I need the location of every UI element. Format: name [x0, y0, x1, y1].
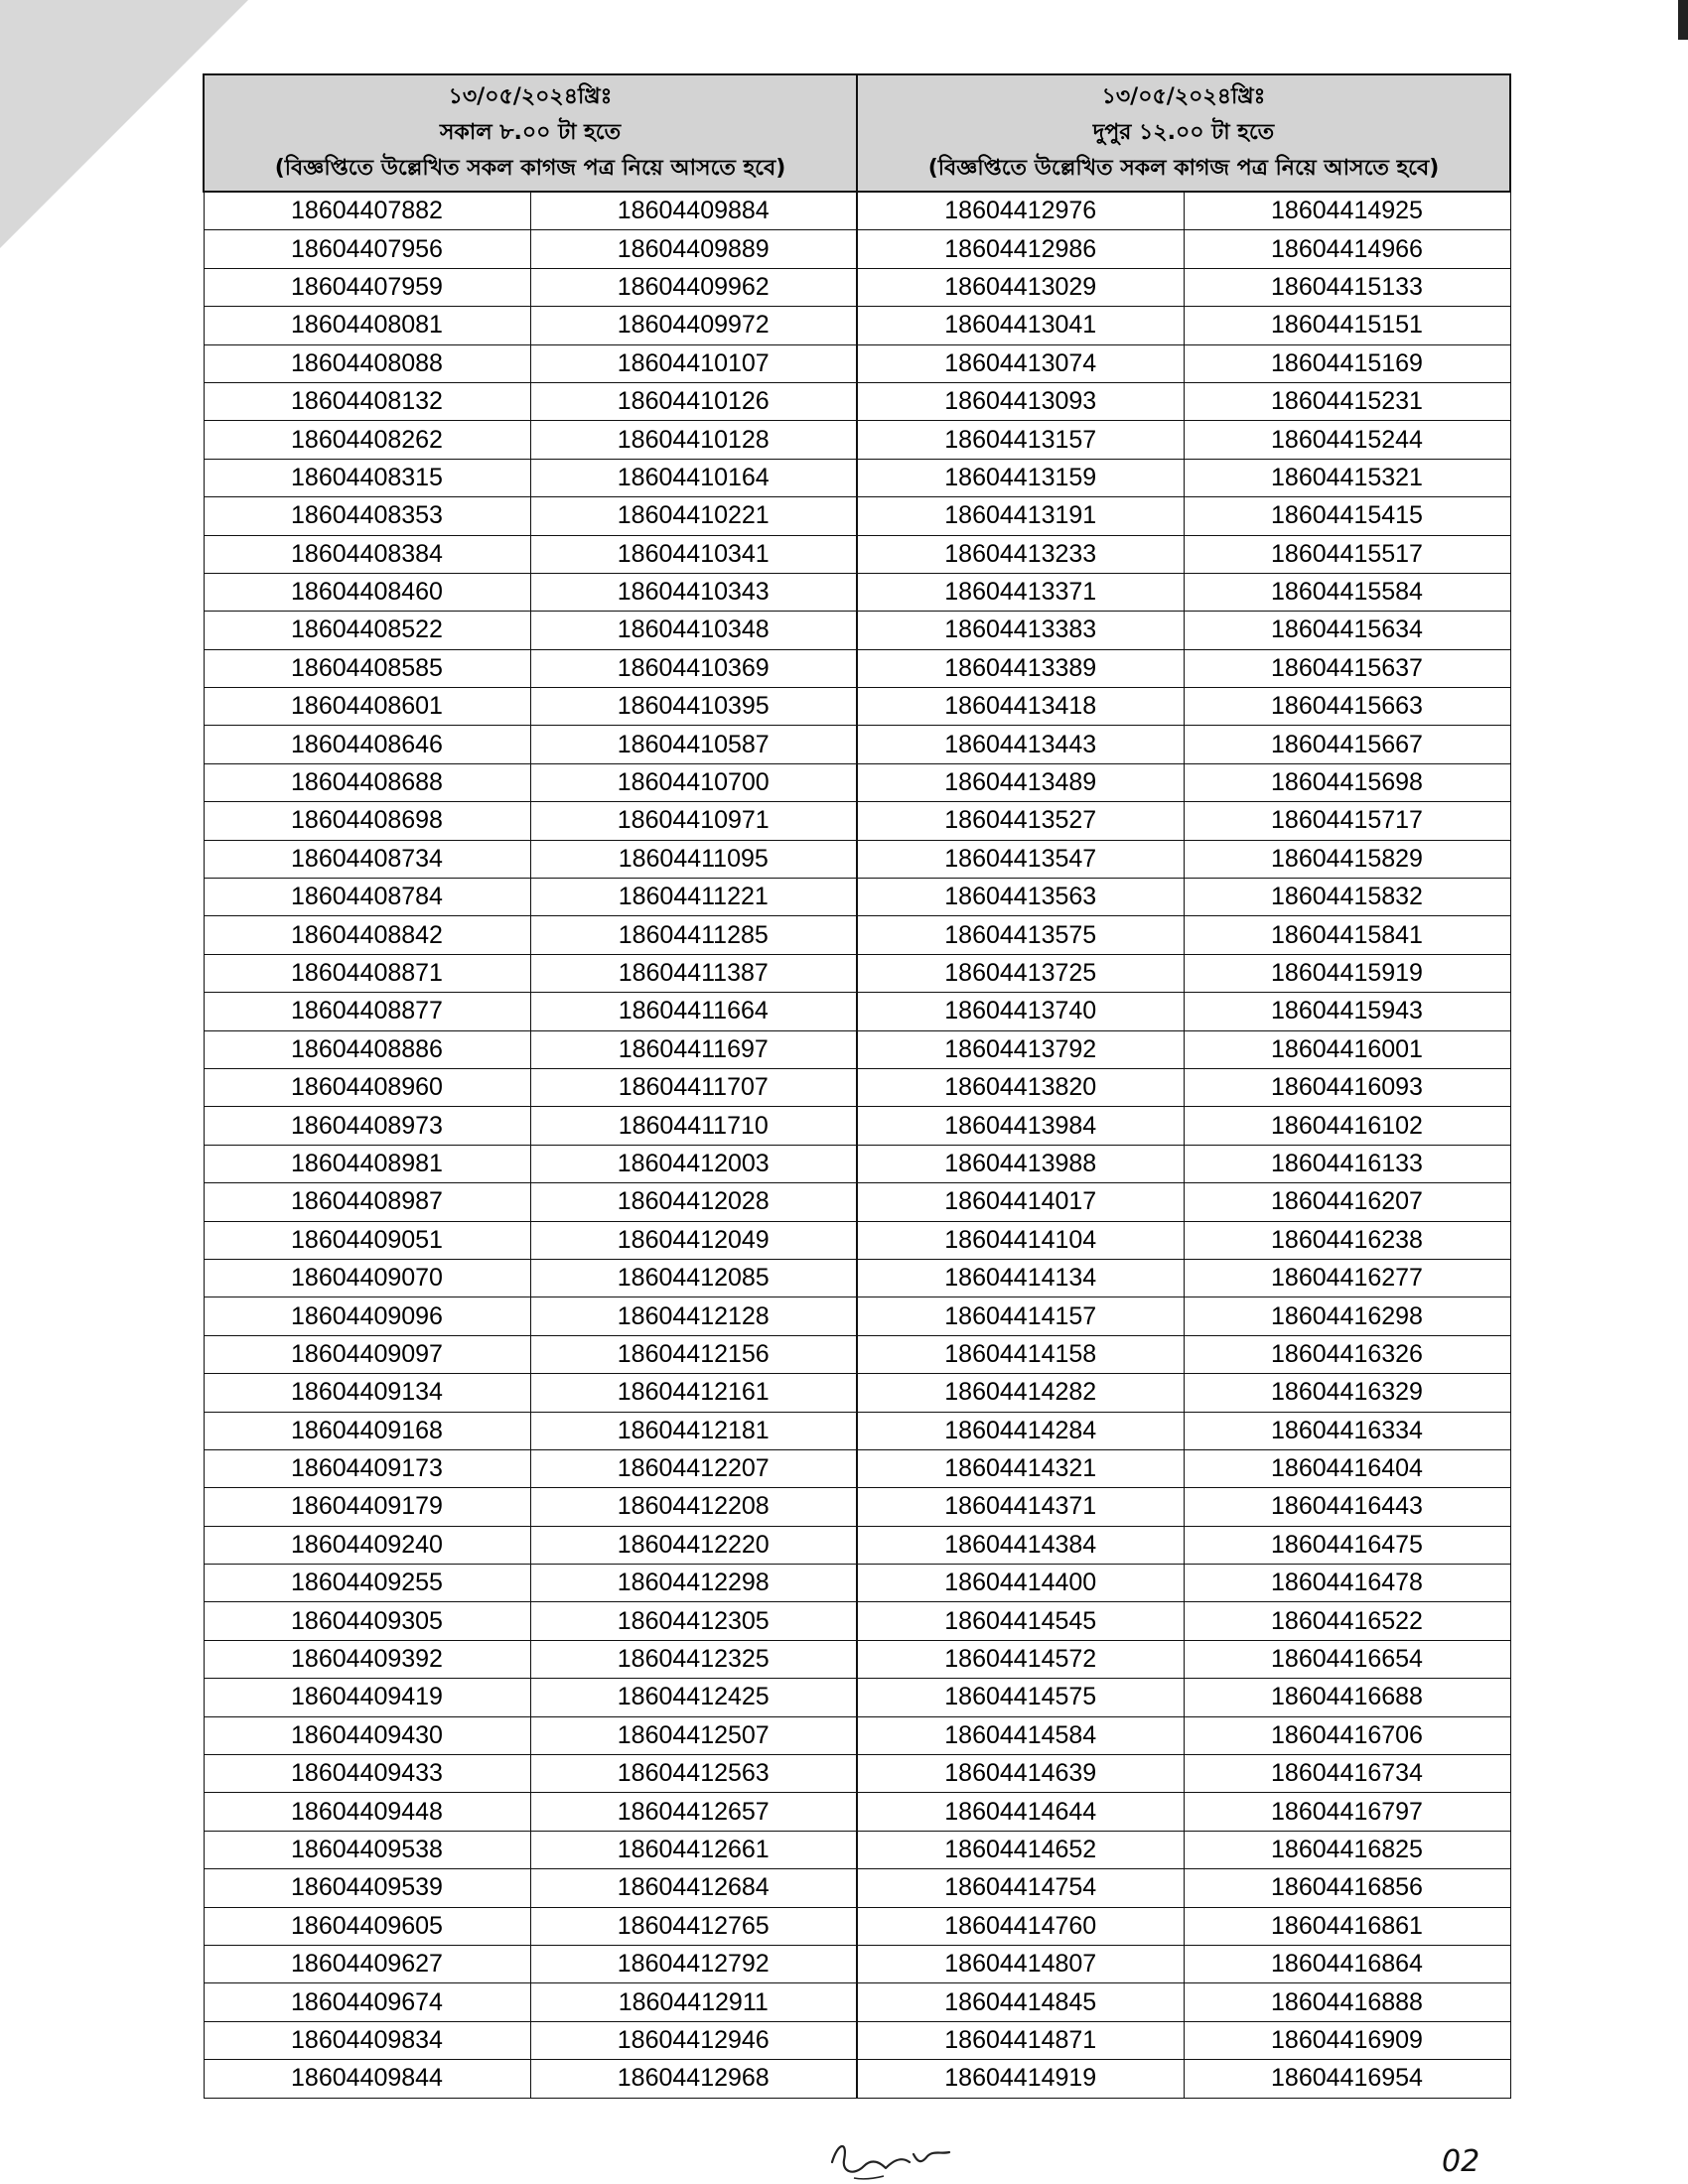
- noon-roll-cell: 18604414158: [857, 1335, 1184, 1373]
- table-row: [204, 1335, 1510, 1373]
- morning-roll-cell: 18604409173: [204, 1449, 530, 1487]
- noon-roll-cell: 18604416093: [1184, 1068, 1510, 1106]
- table-row: [204, 1488, 1510, 1526]
- noon-roll-cell: 18604416277: [1184, 1259, 1510, 1297]
- noon-roll-cell: 18604415637: [1184, 649, 1510, 687]
- table-row: [204, 1183, 1510, 1221]
- noon-roll-cell: 18604413157: [857, 421, 1184, 459]
- table-row: [204, 1526, 1510, 1564]
- noon-roll-cell: 18604413547: [857, 840, 1184, 878]
- table-header-row: [204, 74, 1510, 192]
- table-row: [204, 307, 1510, 344]
- morning-roll-cell: 18604410341: [530, 535, 857, 573]
- noon-roll-cell: 18604414584: [857, 1716, 1184, 1754]
- table-row: [204, 1412, 1510, 1449]
- table-row: [204, 421, 1510, 459]
- table-row: [204, 688, 1510, 726]
- noon-roll-cell: 18604413029: [857, 268, 1184, 306]
- morning-roll-cell: 18604408987: [204, 1183, 530, 1221]
- morning-roll-cell: 18604412684: [530, 1869, 857, 1907]
- noon-roll-cell: 18604414017: [857, 1183, 1184, 1221]
- morning-roll-cell: 18604408842: [204, 916, 530, 954]
- noon-roll-cell: 18604413820: [857, 1068, 1184, 1106]
- morning-roll-cell: 18604412765: [530, 1907, 857, 1945]
- noon-session-header: [857, 74, 1510, 192]
- table-row: [204, 573, 1510, 611]
- noon-roll-cell: 18604414845: [857, 1983, 1184, 2021]
- morning-roll-cell: 18604408522: [204, 612, 530, 649]
- table-row: [204, 1793, 1510, 1831]
- morning-roll-cell: 18604409255: [204, 1565, 530, 1602]
- morning-roll-cell: 18604408315: [204, 459, 530, 496]
- morning-roll-cell: 18604411285: [530, 916, 857, 954]
- table-row: [204, 1602, 1510, 1640]
- morning-roll-cell: 18604409240: [204, 1526, 530, 1564]
- table-row: [204, 1374, 1510, 1412]
- noon-roll-cell: 18604415321: [1184, 459, 1510, 496]
- morning-roll-cell: 18604409430: [204, 1716, 530, 1754]
- noon-roll-cell: 18604416825: [1184, 1831, 1510, 1868]
- morning-roll-cell: 18604412661: [530, 1831, 857, 1868]
- morning-roll-cell: 18604409834: [204, 2021, 530, 2059]
- table-row: [204, 916, 1510, 954]
- morning-roll-cell: 18604412298: [530, 1565, 857, 1602]
- noon-roll-cell: 18604413489: [857, 763, 1184, 801]
- noon-roll-cell: 18604416909: [1184, 2021, 1510, 2059]
- morning-roll-cell: 18604408973: [204, 1107, 530, 1145]
- morning-roll-cell: 18604408585: [204, 649, 530, 687]
- noon-roll-cell: 18604413191: [857, 497, 1184, 535]
- morning-roll-cell: 18604408871: [204, 954, 530, 992]
- morning-roll-cell: 18604409448: [204, 1793, 530, 1831]
- morning-roll-cell: 18604412049: [530, 1221, 857, 1259]
- noon-roll-cell: 18604414134: [857, 1259, 1184, 1297]
- noon-roll-cell: 18604414371: [857, 1488, 1184, 1526]
- morning-roll-cell: 18604408784: [204, 879, 530, 916]
- morning-roll-cell: 18604412028: [530, 1183, 857, 1221]
- noon-roll-cell: 18604414572: [857, 1640, 1184, 1678]
- noon-roll-cell: 18604413233: [857, 535, 1184, 573]
- morning-roll-cell: 18604412325: [530, 1640, 857, 1678]
- morning-roll-cell: 18604408460: [204, 573, 530, 611]
- table-row: [204, 344, 1510, 382]
- morning-roll-cell: 18604408734: [204, 840, 530, 878]
- table-row: [204, 1755, 1510, 1793]
- morning-roll-cell: 18604410348: [530, 612, 857, 649]
- table-row: [204, 1831, 1510, 1868]
- morning-roll-cell: 18604412657: [530, 1793, 857, 1831]
- noon-roll-cell: 18604413984: [857, 1107, 1184, 1145]
- morning-roll-cell: 18604412003: [530, 1145, 857, 1182]
- noon-roll-cell: 18604414157: [857, 1297, 1184, 1335]
- noon-roll-cell: 18604416797: [1184, 1793, 1510, 1831]
- noon-roll-cell: 18604412976: [857, 192, 1184, 230]
- morning-roll-cell: 18604409070: [204, 1259, 530, 1297]
- noon-roll-cell: 18604414871: [857, 2021, 1184, 2059]
- table-row: [204, 879, 1510, 916]
- table-row: [204, 612, 1510, 649]
- noon-roll-cell: 18604415634: [1184, 612, 1510, 649]
- noon-roll-cell: 18604415169: [1184, 344, 1510, 382]
- morning-roll-cell: 18604410971: [530, 802, 857, 840]
- morning-roll-cell: 18604412946: [530, 2021, 857, 2059]
- morning-roll-cell: 18604412156: [530, 1335, 857, 1373]
- table-row: [204, 382, 1510, 420]
- noon-roll-cell: 18604413383: [857, 612, 1184, 649]
- noon-roll-cell: 18604416329: [1184, 1374, 1510, 1412]
- noon-roll-cell: 18604416326: [1184, 1335, 1510, 1373]
- noon-roll-cell: 18604415584: [1184, 573, 1510, 611]
- noon-roll-cell: 18604414321: [857, 1449, 1184, 1487]
- morning-roll-cell: 18604408088: [204, 344, 530, 382]
- table-row: [204, 1068, 1510, 1106]
- noon-roll-cell: 18604416888: [1184, 1983, 1510, 2021]
- noon-roll-cell: 18604413093: [857, 382, 1184, 420]
- table-row: [204, 1221, 1510, 1259]
- morning-roll-cell: 18604410343: [530, 573, 857, 611]
- noon-roll-cell: 18604416475: [1184, 1526, 1510, 1564]
- noon-roll-cell: 18604413041: [857, 307, 1184, 344]
- morning-roll-cell: 18604411664: [530, 993, 857, 1030]
- table-row: [204, 192, 1510, 230]
- noon-roll-cell: 18604416102: [1184, 1107, 1510, 1145]
- page-number: 02: [1442, 2144, 1480, 2179]
- noon-roll-cell: 18604415829: [1184, 840, 1510, 878]
- morning-roll-cell: 18604408601: [204, 688, 530, 726]
- morning-roll-cell: 18604408960: [204, 1068, 530, 1106]
- morning-roll-cell: 18604409538: [204, 1831, 530, 1868]
- noon-roll-cell: 18604415717: [1184, 802, 1510, 840]
- morning-roll-cell: 18604408981: [204, 1145, 530, 1182]
- morning-time: সকাল ৮.০০ টা হতে: [439, 120, 622, 145]
- noon-roll-cell: 18604415832: [1184, 879, 1510, 916]
- table-row: [204, 1945, 1510, 1982]
- table-row: [204, 459, 1510, 496]
- morning-roll-cell: 18604407959: [204, 268, 530, 306]
- noon-roll-cell: 18604414400: [857, 1565, 1184, 1602]
- morning-roll-cell: 18604409627: [204, 1945, 530, 1982]
- morning-roll-cell: 18604409134: [204, 1374, 530, 1412]
- morning-roll-cell: 18604410164: [530, 459, 857, 496]
- table-row: [204, 1907, 1510, 1945]
- noon-roll-cell: 18604416856: [1184, 1869, 1510, 1907]
- morning-roll-cell: 18604410126: [530, 382, 857, 420]
- morning-roll-cell: 18604412425: [530, 1679, 857, 1716]
- morning-date: ১৩/০৫/২০২৪খ্রিঃ: [448, 84, 613, 109]
- noon-roll-cell: 18604416478: [1184, 1565, 1510, 1602]
- morning-roll-cell: 18604411710: [530, 1107, 857, 1145]
- morning-roll-cell: 18604412128: [530, 1297, 857, 1335]
- noon-roll-cell: 18604414925: [1184, 192, 1510, 230]
- morning-roll-cell: 18604409096: [204, 1297, 530, 1335]
- noon-roll-cell: 18604414919: [857, 2060, 1184, 2098]
- noon-roll-cell: 18604414545: [857, 1602, 1184, 1640]
- table-row: [204, 649, 1510, 687]
- table-row: [204, 1449, 1510, 1487]
- roll-table-sheet: [203, 73, 1509, 2099]
- morning-roll-cell: 18604410107: [530, 344, 857, 382]
- morning-roll-cell: 18604411095: [530, 840, 857, 878]
- table-row: [204, 497, 1510, 535]
- morning-roll-cell: 18604408698: [204, 802, 530, 840]
- noon-roll-cell: 18604416688: [1184, 1679, 1510, 1716]
- noon-roll-cell: 18604416954: [1184, 2060, 1510, 2098]
- table-row: [204, 802, 1510, 840]
- table-row: [204, 535, 1510, 573]
- noon-roll-cell: 18604413575: [857, 916, 1184, 954]
- morning-session-header: [204, 74, 857, 192]
- noon-roll-cell: 18604416298: [1184, 1297, 1510, 1335]
- morning-roll-cell: 18604409889: [530, 230, 857, 268]
- table-row: [204, 1107, 1510, 1145]
- morning-roll-cell: 18604412085: [530, 1259, 857, 1297]
- noon-roll-cell: 18604416706: [1184, 1716, 1510, 1754]
- noon-roll-cell: 18604413792: [857, 1030, 1184, 1068]
- table-row: [204, 1145, 1510, 1182]
- noon-roll-cell: 18604416133: [1184, 1145, 1510, 1182]
- noon-roll-cell: 18604416334: [1184, 1412, 1510, 1449]
- table-row: [204, 1297, 1510, 1335]
- table-row: [204, 763, 1510, 801]
- morning-roll-cell: 18604411697: [530, 1030, 857, 1068]
- noon-roll-cell: 18604413159: [857, 459, 1184, 496]
- noon-roll-cell: 18604414754: [857, 1869, 1184, 1907]
- noon-roll-cell: 18604413740: [857, 993, 1184, 1030]
- morning-roll-cell: 18604412968: [530, 2060, 857, 2098]
- noon-time: দুপুর ১২.০০ টা হতে: [1092, 120, 1275, 145]
- table-row: [204, 993, 1510, 1030]
- roll-number-table: [203, 73, 1511, 2099]
- noon-roll-cell: 18604416864: [1184, 1945, 1510, 1982]
- table-row: [204, 1030, 1510, 1068]
- noon-roll-cell: 18604415943: [1184, 993, 1510, 1030]
- morning-roll-cell: 18604411221: [530, 879, 857, 916]
- noon-roll-cell: 18604415667: [1184, 726, 1510, 763]
- noon-roll-cell: 18604413371: [857, 573, 1184, 611]
- noon-roll-cell: 18604415698: [1184, 763, 1510, 801]
- noon-roll-cell: 18604416654: [1184, 1640, 1510, 1678]
- morning-roll-cell: 18604409051: [204, 1221, 530, 1259]
- morning-roll-cell: 18604409392: [204, 1640, 530, 1678]
- morning-roll-cell: 18604409605: [204, 1907, 530, 1945]
- morning-roll-cell: 18604410369: [530, 649, 857, 687]
- noon-roll-cell: 18604413563: [857, 879, 1184, 916]
- morning-roll-cell: 18604409972: [530, 307, 857, 344]
- noon-roll-cell: 18604414575: [857, 1679, 1184, 1716]
- noon-roll-cell: 18604416207: [1184, 1183, 1510, 1221]
- noon-roll-cell: 18604414966: [1184, 230, 1510, 268]
- noon-roll-cell: 18604414639: [857, 1755, 1184, 1793]
- noon-roll-cell: 18604416001: [1184, 1030, 1510, 1068]
- noon-roll-cell: 18604416734: [1184, 1755, 1510, 1793]
- morning-roll-cell: 18604408646: [204, 726, 530, 763]
- morning-roll-cell: 18604412507: [530, 1716, 857, 1754]
- table-row: [204, 1565, 1510, 1602]
- noon-roll-cell: 18604415244: [1184, 421, 1510, 459]
- noon-roll-cell: 18604414760: [857, 1907, 1184, 1945]
- noon-roll-cell: 18604413418: [857, 688, 1184, 726]
- noon-roll-cell: 18604415151: [1184, 307, 1510, 344]
- morning-roll-cell: 18604408886: [204, 1030, 530, 1068]
- table-row: [204, 230, 1510, 268]
- morning-roll-cell: 18604407882: [204, 192, 530, 230]
- noon-roll-cell: 18604414652: [857, 1831, 1184, 1868]
- noon-note: (বিজ্ঞপ্তিতে উল্লেখিত সকল কাগজ পত্র নিয়ে আসতে হবে): [927, 156, 1440, 181]
- morning-roll-cell: 18604412911: [530, 1983, 857, 2021]
- morning-roll-cell: 18604410700: [530, 763, 857, 801]
- morning-roll-cell: 18604410221: [530, 497, 857, 535]
- noon-roll-cell: 18604413725: [857, 954, 1184, 992]
- table-row: [204, 268, 1510, 306]
- morning-roll-cell: 18604409433: [204, 1755, 530, 1793]
- morning-roll-cell: 18604407956: [204, 230, 530, 268]
- morning-roll-cell: 18604412161: [530, 1374, 857, 1412]
- morning-roll-cell: 18604408081: [204, 307, 530, 344]
- morning-roll-cell: 18604409168: [204, 1412, 530, 1449]
- morning-roll-cell: 18604408353: [204, 497, 530, 535]
- noon-roll-cell: 18604415415: [1184, 497, 1510, 535]
- morning-roll-cell: 18604410587: [530, 726, 857, 763]
- noon-roll-cell: 18604413527: [857, 802, 1184, 840]
- morning-roll-cell: 18604412220: [530, 1526, 857, 1564]
- morning-roll-cell: 18604409097: [204, 1335, 530, 1373]
- noon-date: ১৩/০৫/২০২৪খ্রিঃ: [1101, 84, 1266, 109]
- morning-roll-cell: 18604409962: [530, 268, 857, 306]
- scan-edge-mark: [1678, 0, 1688, 40]
- morning-roll-cell: 18604411387: [530, 954, 857, 992]
- morning-roll-cell: 18604411707: [530, 1068, 857, 1106]
- noon-roll-cell: 18604414104: [857, 1221, 1184, 1259]
- morning-roll-cell: 18604409884: [530, 192, 857, 230]
- noon-roll-cell: 18604413443: [857, 726, 1184, 763]
- noon-roll-cell: 18604414807: [857, 1945, 1184, 1982]
- table-row: [204, 1259, 1510, 1297]
- table-row: [204, 840, 1510, 878]
- signature-mark: [824, 2132, 963, 2184]
- morning-roll-cell: 18604408262: [204, 421, 530, 459]
- morning-roll-cell: 18604409305: [204, 1602, 530, 1640]
- noon-roll-cell: 18604415841: [1184, 916, 1510, 954]
- table-row: [204, 1679, 1510, 1716]
- noon-roll-cell: 18604413389: [857, 649, 1184, 687]
- table-row: [204, 1640, 1510, 1678]
- noon-roll-cell: 18604414282: [857, 1374, 1184, 1412]
- morning-roll-cell: 18604409539: [204, 1869, 530, 1907]
- table-row: [204, 954, 1510, 992]
- morning-roll-cell: 18604412181: [530, 1412, 857, 1449]
- morning-roll-cell: 18604409179: [204, 1488, 530, 1526]
- morning-roll-cell: 18604408688: [204, 763, 530, 801]
- table-row: [204, 1983, 1510, 2021]
- noon-roll-cell: 18604415663: [1184, 688, 1510, 726]
- morning-roll-cell: 18604409844: [204, 2060, 530, 2098]
- noon-roll-cell: 18604416404: [1184, 1449, 1510, 1487]
- morning-roll-cell: 18604412207: [530, 1449, 857, 1487]
- noon-roll-cell: 18604415517: [1184, 535, 1510, 573]
- morning-roll-cell: 18604408384: [204, 535, 530, 573]
- table-row: [204, 726, 1510, 763]
- noon-roll-cell: 18604415231: [1184, 382, 1510, 420]
- noon-roll-cell: 18604416861: [1184, 1907, 1510, 1945]
- noon-roll-cell: 18604415919: [1184, 954, 1510, 992]
- table-row: [204, 1869, 1510, 1907]
- noon-roll-cell: 18604416443: [1184, 1488, 1510, 1526]
- morning-roll-cell: 18604410395: [530, 688, 857, 726]
- noon-roll-cell: 18604414284: [857, 1412, 1184, 1449]
- noon-roll-cell: 18604415133: [1184, 268, 1510, 306]
- roll-table-body: [204, 192, 1510, 2098]
- morning-roll-cell: 18604409674: [204, 1983, 530, 2021]
- noon-roll-cell: 18604416522: [1184, 1602, 1510, 1640]
- table-row: [204, 1716, 1510, 1754]
- morning-roll-cell: 18604410128: [530, 421, 857, 459]
- noon-roll-cell: 18604412986: [857, 230, 1184, 268]
- morning-roll-cell: 18604409419: [204, 1679, 530, 1716]
- noon-roll-cell: 18604414384: [857, 1526, 1184, 1564]
- noon-roll-cell: 18604414644: [857, 1793, 1184, 1831]
- morning-roll-cell: 18604412305: [530, 1602, 857, 1640]
- morning-roll-cell: 18604408132: [204, 382, 530, 420]
- table-row: [204, 2060, 1510, 2098]
- table-row: [204, 2021, 1510, 2059]
- morning-roll-cell: 18604412563: [530, 1755, 857, 1793]
- noon-roll-cell: 18604413074: [857, 344, 1184, 382]
- noon-roll-cell: 18604413988: [857, 1145, 1184, 1182]
- morning-roll-cell: 18604408877: [204, 993, 530, 1030]
- morning-roll-cell: 18604412208: [530, 1488, 857, 1526]
- morning-roll-cell: 18604412792: [530, 1945, 857, 1982]
- noon-roll-cell: 18604416238: [1184, 1221, 1510, 1259]
- morning-note: (বিজ্ঞপ্তিতে উল্লেখিত সকল কাগজ পত্র নিয়ে আসতে হবে): [274, 156, 786, 181]
